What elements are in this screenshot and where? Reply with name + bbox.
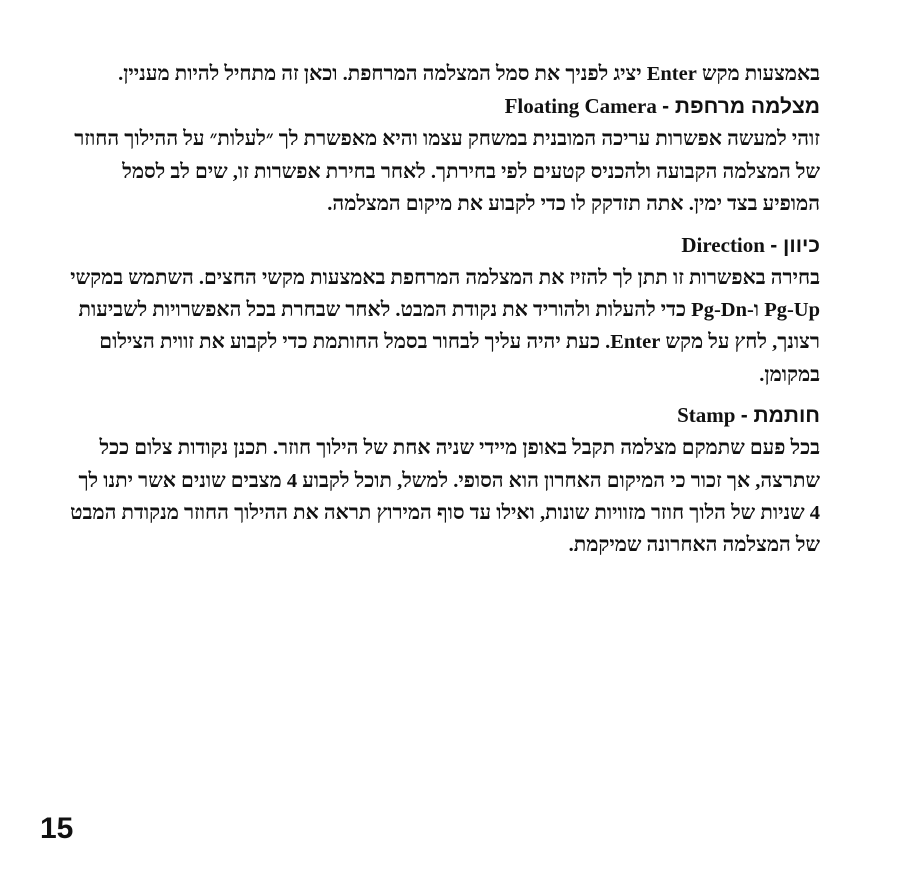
section-heading-english: Direction (681, 232, 765, 257)
section-floating-camera (70, 90, 820, 220)
section-heading-hebrew: חותמת - (740, 404, 820, 428)
section-body: זוהי למעשה אפשרות עריכה המובנית במשחק עצמו והיא מאפשרת לך ״לעלות״ על ההילוך החוזר של המצלמה הקבועה ולהכניס קטעים לפי בחירתך. לאחר בחירת אפשרות זו, שים לב לסמל המופיע בצד ימין. אתה תזדקק לו כדי לקבוע את מיקום המצלמה. (74, 128, 820, 216)
section-stamp (70, 399, 820, 562)
section-heading (70, 399, 820, 432)
section-heading-hebrew: מצלמה מרחפת - (662, 95, 820, 119)
section-heading-english: Stamp (677, 403, 736, 428)
page-number: 15 (40, 812, 74, 845)
manual-page-text (70, 58, 820, 570)
section-direction (70, 229, 820, 392)
section-body: בחירה באפשרות זו תתן לך להזיז את המצלמה המרחפת באמצעות מקשי החצים. השתמש במקשי Pg-Up ו-Pg-Dn כדי להעלות ולהוריד את נקודת המבט. לאחר שבחרת בכל האפשרויות לשביעות רצונך, לחץ על מקש Enter. כעת יהיה עליך לבחור בסמל החותמת כדי לקבוע את זווית הצילום במקומן. (70, 266, 820, 386)
section-heading-english: Floating Camera (504, 94, 657, 119)
section-body: בכל פעם שתמקם מצלמה תקבל באופן מיידי שניה אחת של הילוך חוזר. תכנן נקודות צלום ככל שתרצה, אך זכור כי המיקום האחרון הוא הסופי. למשל, תוכל לקבוע 4 מצבים שונים אשר יתנו לך 4 שניות של הלוך חוזר מזוויות שונות, ואילו עד סוף המירוץ תראה את ההילוך החוזר מנקודת המבט של המצלמה האחרונה שמיקמת. (70, 437, 820, 557)
section-heading (70, 229, 820, 262)
section-heading-hebrew: כיוון - (770, 233, 820, 257)
intro-paragraph: באמצעות מקש Enter יציג לפניך את סמל המצלמה המרחפת. וכאן זה מתחיל להיות מעניין. (118, 63, 820, 85)
section-heading (70, 90, 820, 123)
